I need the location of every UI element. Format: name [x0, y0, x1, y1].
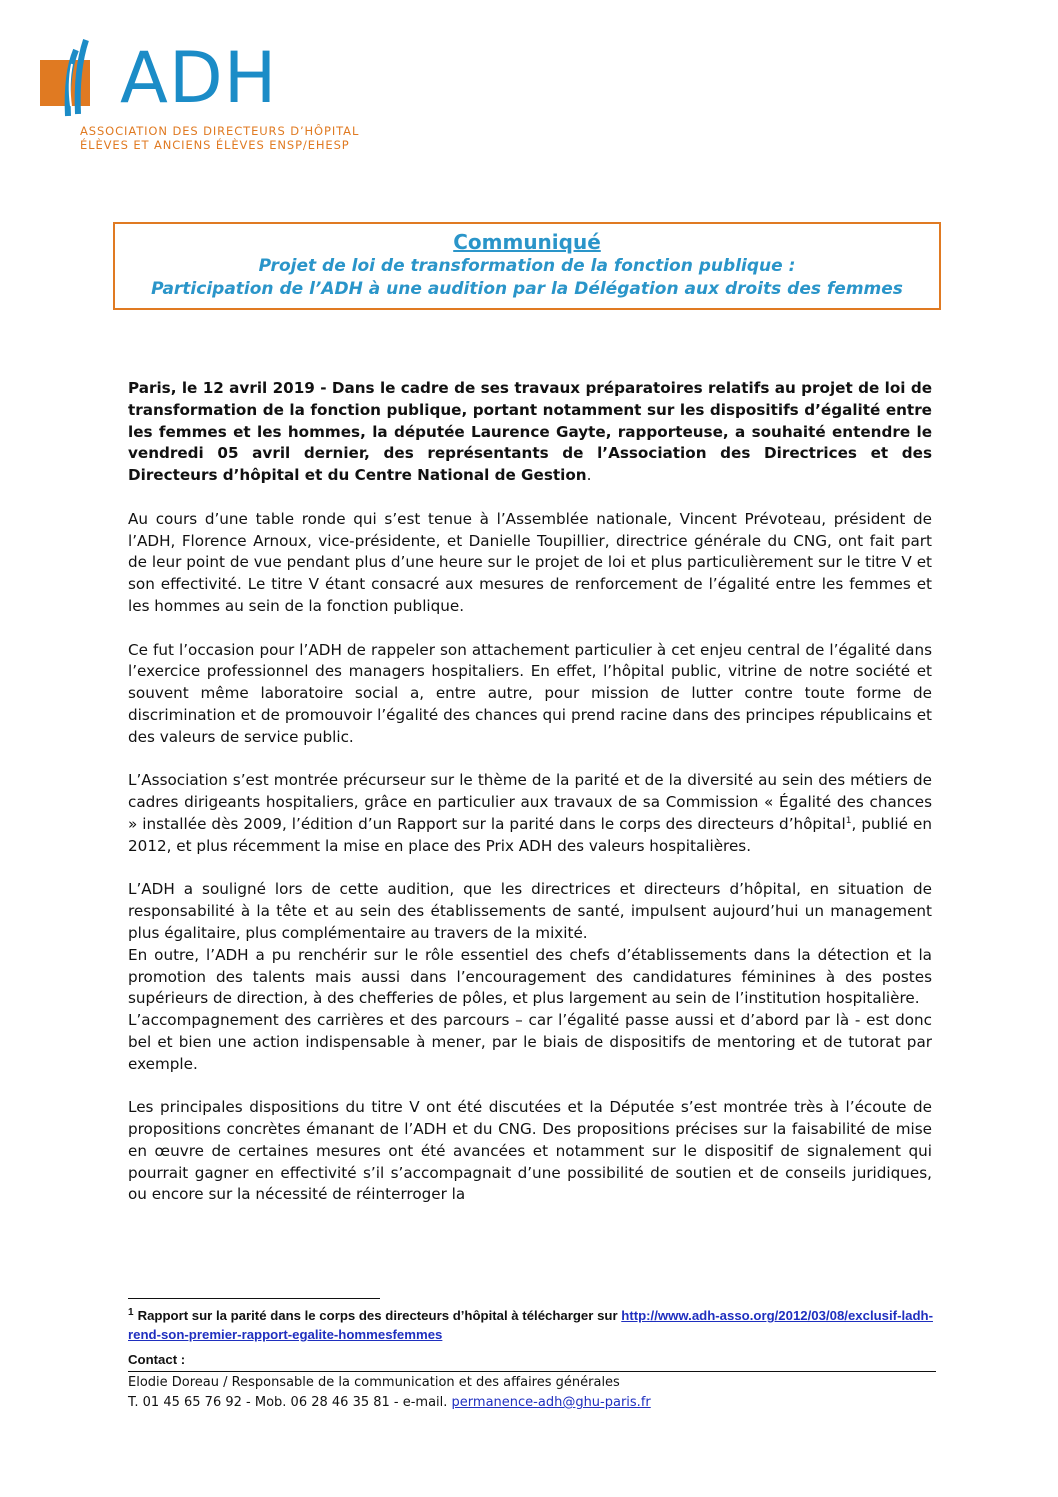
footnote-number: 1 [128, 1306, 134, 1318]
intro-end: . [586, 466, 592, 485]
email-link[interactable]: permanence-adh@ghu-paris.fr [451, 1395, 651, 1410]
paragraph-round-table: Au cours d’une table ronde qui s’est tenue à l’Assemblée nationale, Vincent Prévoteau, président de l’ADH, Florence Arnoux, vice-présidente, et Danielle Toupillier, directrice générale du CNG, ont fait part de leur point de vue pendant plus d’une heure sur le projet de loi et plus particulièrement sur le titre V et son effectivité. Le titre V étant consacré aux mesures de renforcement de l’égalité entre les femmes et les hommes au sein de la fonction publique. [128, 509, 932, 615]
paragraph-audition: L’ADH a souligné lors de cette audition, que les directrices et directeurs d’hôpital, en situation de responsabilité à la tête et au sein des établissements de santé, impulsent aujourd’hui un management plus égalitaire, plus complémentaire au travers de la mixité. [128, 880, 932, 942]
footnote-text: Rapport sur la parité dans le corps des directeurs d’hôpital à télécharger sur [137, 1308, 622, 1323]
logo-tagline-1: ASSOCIATION DES DIRECTEURS D’HÔPITAL [80, 124, 360, 138]
footnote-divider [128, 1298, 380, 1299]
paragraph-chefs: En outre, l’ADH a pu renchérir sur le rôle essentiel des chefs d’établissements dans la détection et la promotion des talents mais aussi dans l’encouragement des candidatures féminines à des postes supérieurs de direction, à des chefferies de pôles, et plus largement au sein de l’institution hospitalière. [128, 945, 932, 1008]
contact-label: Contact : [128, 1352, 186, 1367]
contact-phones [128, 1395, 651, 1410]
press-release-body [128, 378, 932, 1206]
paragraph-association-end: , publié en 2012, et plus récemment la mise en place des Prix ADH des valeurs hospitalières. [128, 814, 932, 855]
dateline: Paris, le 12 avril 2019 - [128, 379, 332, 397]
logo-name: ADH [120, 37, 278, 119]
paragraph-intro [128, 378, 932, 487]
intro-bold-text: Dans le cadre de ses travaux préparatoires relatifs au projet de loi de transformation de la fonction publique, portant notamment sur les dispositifs d’égalité entre les femmes et les hommes, la députée Laurence Gayte, rapporteuse, a souhaité entendre le vendredi 05 avril dernier, des représentants de l’Association des Directrices et des Directeurs d’hôpital et du Centre National de Gestion [128, 379, 932, 485]
paragraph-equality: Ce fut l’occasion pour l’ADH de rappeler son attachement particulier à cet enjeu central de l’égalité dans l’exercice professionnel des managers hospitaliers. En effet, l’hôpital public, vitrine de notre société et souvent même laboratoire social a, entre autre, pour mission de lutter contre toute forme de discrimination et de promouvoir l’égalité des chances qui prend racine dans des principes républicains et des valeurs de service public. [128, 640, 932, 746]
page-title: Communiqué [453, 230, 601, 254]
title-box [113, 222, 941, 310]
paragraph-careers: L’accompagnement des carrières et des parcours – car l’égalité passe aussi et d’abord par là - est donc bel et bien une action indispensable à mener, par le biais de dispositifs de mentoring et de tutorat par exemple. [128, 1011, 932, 1073]
logo-mark-icon [36, 34, 132, 124]
report-link[interactable]: http://www.adh-asso.org/2012/03/08/exclusif-ladh-rend-son-premier-rapport-egalite-hommesfemmes [128, 1308, 933, 1342]
subtitle-line-2: Participation de l’ADH à une audition par la Délégation aux droits des femmes [151, 279, 903, 299]
paragraph-association [128, 770, 932, 857]
subtitle-line-1: Projet de loi de transformation de la fonction publique : [258, 256, 796, 276]
contact-phone-text: T. 01 45 65 76 92 - Mob. 06 28 46 35 81 - e-mail. [128, 1395, 452, 1410]
contact-person: Elodie Doreau / Responsable de la communication et des affaires générales [128, 1375, 620, 1390]
paragraph-title-v: Les principales dispositions du titre V ont été discutées et la Députée s’est montrée très à l’écoute de propositions concrètes émanant de l’ADH et du CNG. Des propositions précises sur la faisabilité de mise en œuvre de certaines mesures ont été avancées et notamment sur le dispositif de signalement qui pourrait gagner en effectivité s’il s’accompagnait d’une possibilité de soutien et de conseils juridiques, ou encore sur la nécessité de réinterroger la [128, 1098, 932, 1204]
adh-logo [36, 34, 360, 164]
logo-tagline-2: ÉLÈVES ET ANCIENS ÉLÈVES ENSP/EHESP [80, 138, 350, 152]
contact-divider [128, 1371, 936, 1372]
footnote [128, 1306, 938, 1344]
footnote-ref[interactable]: 1 [845, 815, 852, 826]
paragraph-association-text: L’Association s’est montrée précurseur sur le thème de la parité et de la diversité au sein des métiers de cadres dirigeants hospitaliers, grâce en particulier aux travaux de sa Commission « Égalité des chances » installée dès 2009, l’édition d’un Rapport sur la parité dans le corps des directeurs d’hôpital [128, 771, 932, 833]
